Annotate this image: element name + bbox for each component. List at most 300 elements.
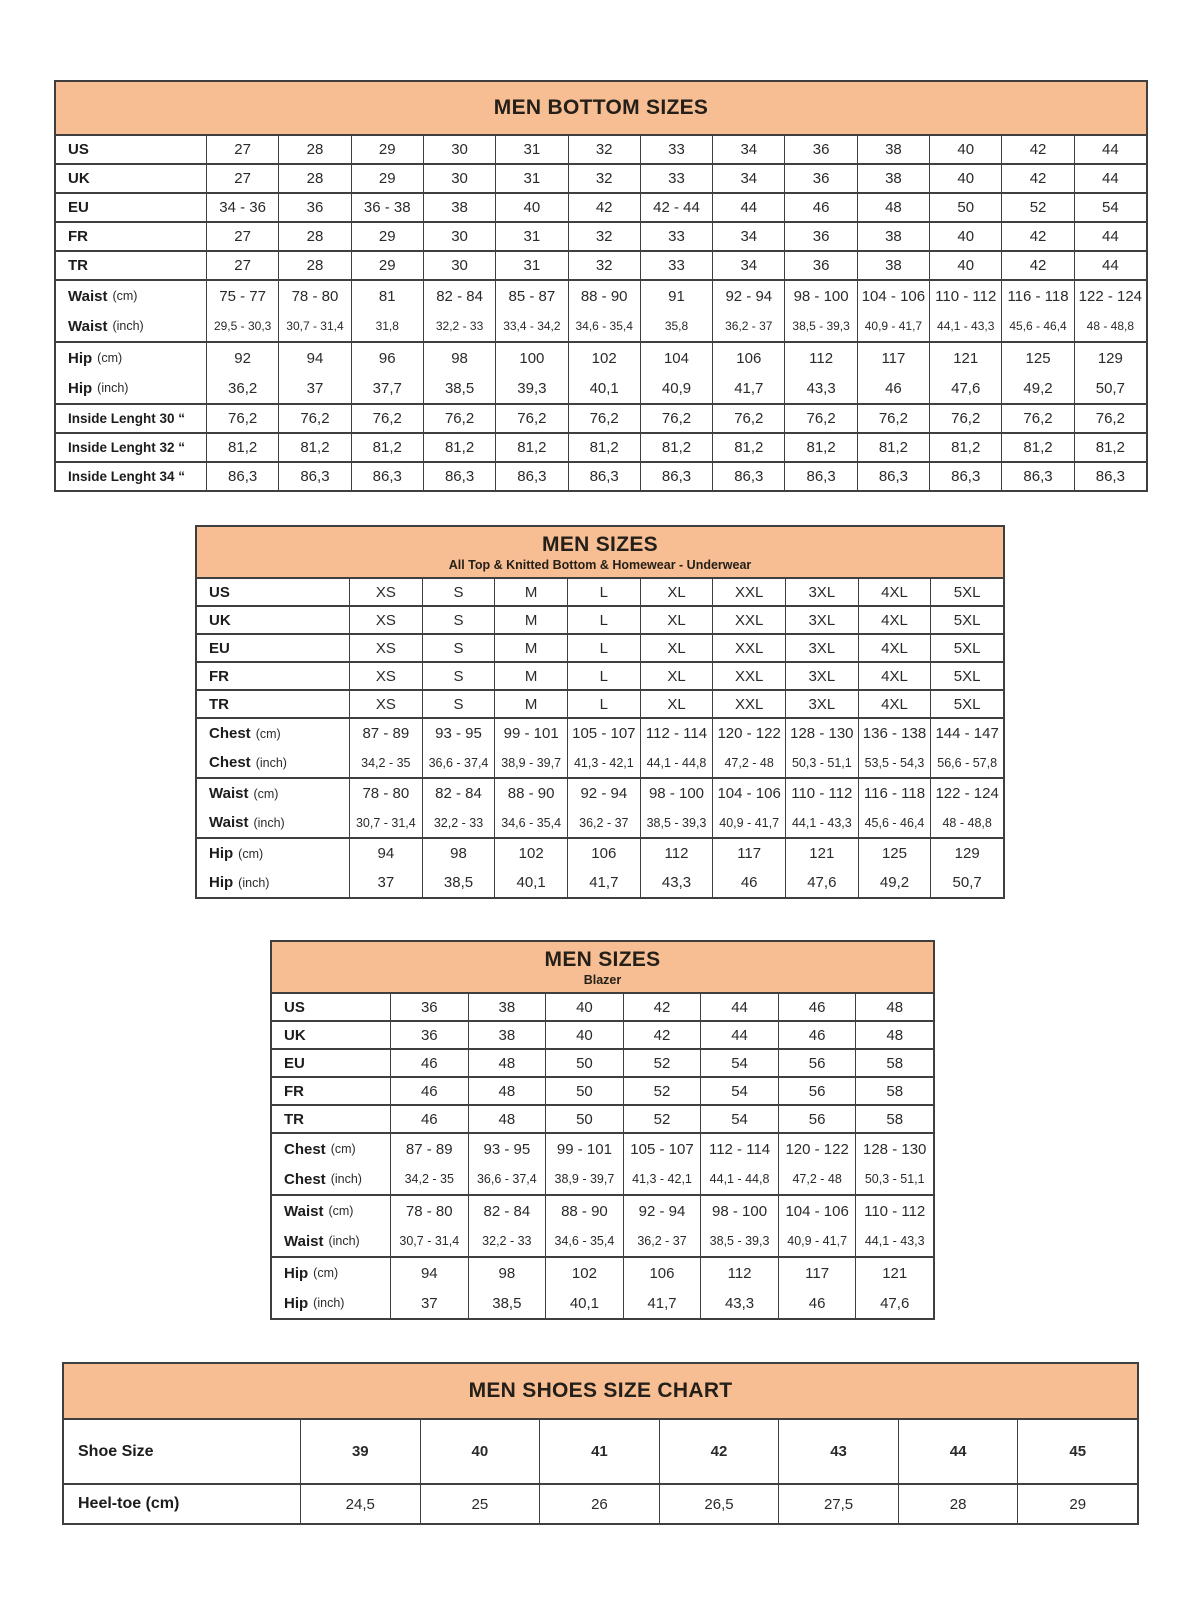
size-cell: S: [422, 663, 495, 689]
table-row: [56, 281, 1146, 311]
size-cell: 44: [1074, 165, 1146, 192]
size-cell: 45,6 - 46,4: [1001, 311, 1073, 341]
size-cell: 40: [545, 1022, 623, 1048]
row-label-text: Hip: [284, 1294, 309, 1312]
size-cell: 129: [930, 839, 1003, 868]
size-cell: 42: [1001, 252, 1073, 279]
size-cell: 92 - 94: [712, 281, 784, 311]
row-label-text: US: [284, 998, 305, 1016]
size-cell: 86,3: [423, 463, 495, 490]
size-cell: 46: [390, 1078, 468, 1104]
size-cell: 29: [1017, 1485, 1137, 1523]
size-cell: 33: [640, 165, 712, 192]
row-label-text: Chest: [209, 725, 251, 742]
size-cell: 104 - 106: [712, 779, 785, 808]
size-cell: 36: [784, 252, 856, 279]
row-label-text: Inside Lenght 32 “: [68, 440, 186, 455]
size-cell: 102: [568, 343, 640, 373]
size-cell: 5XL: [930, 635, 1003, 661]
men-sizes-top-underwear-table: [195, 525, 1005, 899]
table-row: [197, 663, 1003, 689]
size-cell: 27: [206, 136, 278, 163]
row-label: [56, 343, 206, 373]
table-row: [56, 373, 1146, 403]
table-row: [197, 607, 1003, 633]
size-cell: 46: [390, 1106, 468, 1132]
table-row: [197, 691, 1003, 717]
row-label-text: Waist: [68, 317, 108, 335]
table-row: [197, 748, 1003, 777]
row-label: [56, 434, 206, 461]
table-row-group: [64, 1420, 1137, 1485]
size-cell: 30,7 - 31,4: [349, 808, 422, 837]
size-cell: 98: [422, 839, 495, 868]
table-row: [272, 1164, 933, 1194]
size-cell: 45,6 - 46,4: [858, 808, 931, 837]
row-label-text: Waist: [284, 1232, 324, 1250]
size-cell: 26,5: [659, 1485, 779, 1523]
table-row-group: [272, 1050, 933, 1078]
size-cell: 86,3: [351, 463, 423, 490]
size-cell: 98 - 100: [700, 1196, 778, 1226]
size-cell: 94: [390, 1258, 468, 1288]
table-row-group: [56, 194, 1146, 223]
size-cell: S: [422, 691, 495, 717]
row-label-text: TR: [284, 1110, 304, 1128]
size-cell: 76,2: [784, 405, 856, 432]
table-row-group: [56, 165, 1146, 194]
size-cell: 44: [712, 194, 784, 221]
size-cell: M: [494, 635, 567, 661]
row-label-unit: (inch): [255, 755, 287, 770]
size-cell: 38,5 - 39,3: [640, 808, 713, 837]
row-label: [56, 463, 206, 490]
size-cell: 35,8: [640, 311, 712, 341]
row-label-text: Inside Lenght 34 “: [68, 469, 186, 484]
size-cell: 36,2: [206, 373, 278, 403]
size-cell: 44: [1074, 252, 1146, 279]
size-cell: M: [494, 607, 567, 633]
size-cell: 50: [545, 1050, 623, 1076]
size-cell: 94: [278, 343, 350, 373]
size-cell: 41,7: [623, 1288, 701, 1318]
table-row-group: [56, 434, 1146, 463]
size-cell: 122 - 124: [930, 779, 1003, 808]
size-cell: 47,2 - 48: [778, 1164, 856, 1194]
table-row-group: [272, 1078, 933, 1106]
size-cell: 56: [778, 1050, 856, 1076]
size-cell: 3XL: [785, 607, 858, 633]
size-cell: 76,2: [712, 405, 784, 432]
size-cell: 86,3: [1001, 463, 1073, 490]
size-cell: L: [567, 607, 640, 633]
size-cell: 50,3 - 51,1: [855, 1164, 933, 1194]
row-label-text: EU: [209, 639, 230, 657]
size-cell: M: [494, 691, 567, 717]
size-cell: 5XL: [930, 691, 1003, 717]
size-cell: 32: [568, 136, 640, 163]
size-cell: 32,2 - 33: [422, 808, 495, 837]
size-cell: 33: [640, 252, 712, 279]
table-row: [197, 868, 1003, 897]
row-label: [64, 1485, 300, 1523]
size-cell: 47,6: [929, 373, 1001, 403]
size-cell: 5XL: [930, 579, 1003, 605]
size-cell: 34,2 - 35: [349, 748, 422, 777]
size-cell: 78 - 80: [349, 779, 422, 808]
size-cell: XL: [640, 607, 713, 633]
row-label-text: Hip: [209, 845, 234, 862]
size-cell: 3XL: [785, 663, 858, 689]
size-cell: 44: [898, 1420, 1018, 1483]
size-cell: 125: [858, 839, 931, 868]
size-cell: 53,5 - 54,3: [858, 748, 931, 777]
size-cell: 128 - 130: [785, 719, 858, 748]
size-cell: 81,2: [1001, 434, 1073, 461]
row-label-text: Hip: [68, 349, 93, 367]
table-title: MEN SHOES SIZE CHART: [468, 1379, 733, 1402]
size-cell: 50: [545, 1078, 623, 1104]
row-label: [56, 252, 206, 279]
table-row-group: [56, 343, 1146, 405]
table-row: [56, 434, 1146, 461]
size-cell: 93 - 95: [422, 719, 495, 748]
size-cell: 41,7: [567, 868, 640, 897]
table-subtitle: All Top & Knitted Bottom & Homewear - Underwear: [448, 557, 752, 572]
size-cell: 128 - 130: [855, 1134, 933, 1164]
size-cell: 43: [778, 1420, 898, 1483]
size-cell: 75 - 77: [206, 281, 278, 311]
size-cell: 38,5: [422, 868, 495, 897]
size-cell: 38: [857, 223, 929, 250]
size-cell: S: [422, 579, 495, 605]
size-cell: 86,3: [784, 463, 856, 490]
table-row: [272, 1134, 933, 1164]
row-label-unit: (cm): [313, 1266, 339, 1280]
size-cell: 30: [423, 252, 495, 279]
size-cell: 39,3: [495, 373, 567, 403]
size-cell: 32: [568, 223, 640, 250]
size-cell: 76,2: [495, 405, 567, 432]
size-cell: 56: [778, 1078, 856, 1104]
row-label-text: Hip: [284, 1264, 309, 1282]
size-cell: 76,2: [857, 405, 929, 432]
size-cell: 91: [640, 281, 712, 311]
row-label-text: US: [68, 141, 89, 158]
table-row-group: [197, 839, 1003, 897]
row-label: [272, 1226, 390, 1256]
size-cell: 52: [623, 1078, 701, 1104]
size-cell: 30: [423, 165, 495, 192]
row-label-text: Inside Lenght 30 “: [68, 411, 186, 426]
size-cell: 40,9 - 41,7: [712, 808, 785, 837]
table-row: [56, 311, 1146, 341]
size-cell: 29: [351, 165, 423, 192]
size-cell: 44,1 - 43,3: [785, 808, 858, 837]
size-cell: 105 - 107: [623, 1134, 701, 1164]
size-cell: 99 - 101: [545, 1134, 623, 1164]
size-cell: 42: [1001, 136, 1073, 163]
row-label-text: Waist: [209, 785, 249, 802]
size-cell: 48: [468, 1078, 546, 1104]
row-label-unit: (cm): [238, 846, 264, 861]
row-label: [272, 1196, 390, 1226]
size-cell: 36: [390, 1022, 468, 1048]
size-cell: 36,6 - 37,4: [422, 748, 495, 777]
size-cell: 44: [700, 994, 778, 1020]
size-cell: 76,2: [568, 405, 640, 432]
size-cell: 36: [784, 165, 856, 192]
men-sizes-blazer-table: [270, 940, 935, 1320]
size-cell: 42: [659, 1420, 779, 1483]
table-title: MEN BOTTOM SIZES: [493, 96, 709, 119]
size-cell: 121: [929, 343, 1001, 373]
size-cell: 81,2: [423, 434, 495, 461]
size-cell: XS: [349, 607, 422, 633]
size-cell: 26: [539, 1485, 659, 1523]
size-cell: 30: [423, 223, 495, 250]
size-cell: 98: [423, 343, 495, 373]
size-cell: 38,5 - 39,3: [700, 1226, 778, 1256]
table-row: [56, 463, 1146, 490]
size-cell: 32: [568, 252, 640, 279]
row-label-unit: (inch): [238, 875, 270, 890]
size-cell: 28: [278, 252, 350, 279]
size-cell: 42: [568, 194, 640, 221]
size-cell: 100: [495, 343, 567, 373]
size-cell: 104: [640, 343, 712, 373]
size-cell: 32: [568, 165, 640, 192]
table-row-group: [56, 223, 1146, 252]
size-cell: 37: [278, 373, 350, 403]
size-cell: 56: [778, 1106, 856, 1132]
size-cell: 29,5 - 30,3: [206, 311, 278, 341]
size-cell: 98: [468, 1258, 546, 1288]
table-row: [56, 343, 1146, 373]
size-cell: 40: [495, 194, 567, 221]
size-cell: 40,9 - 41,7: [857, 311, 929, 341]
size-cell: 54: [700, 1106, 778, 1132]
size-cell: 45: [1017, 1420, 1137, 1483]
size-cell: 34,6 - 35,4: [545, 1226, 623, 1256]
size-cell: 86,3: [640, 463, 712, 490]
size-cell: XS: [349, 635, 422, 661]
row-label-unit: (cm): [255, 726, 281, 741]
size-cell: 4XL: [858, 691, 931, 717]
size-cell: 48: [855, 994, 933, 1020]
size-cell: 38: [468, 994, 546, 1020]
size-cell: 32,2 - 33: [423, 311, 495, 341]
row-label: [272, 1164, 390, 1194]
row-label-text: EU: [284, 1054, 305, 1072]
table-row-group: [197, 635, 1003, 663]
size-cell: 120 - 122: [778, 1134, 856, 1164]
size-cell: 48: [468, 1050, 546, 1076]
table-row-group: [197, 719, 1003, 779]
size-cell: 38: [468, 1022, 546, 1048]
size-cell: XXL: [712, 663, 785, 689]
size-cell: 104 - 106: [778, 1196, 856, 1226]
row-label-text: UK: [284, 1026, 306, 1044]
size-cell: 40,1: [545, 1288, 623, 1318]
size-cell: 36,2 - 37: [623, 1226, 701, 1256]
size-cell: S: [422, 607, 495, 633]
table-body: [272, 994, 933, 1318]
size-cell: 33: [640, 223, 712, 250]
row-label: [272, 1258, 390, 1288]
table-row: [197, 808, 1003, 837]
size-cell: 5XL: [930, 607, 1003, 633]
size-cell: 56,6 - 57,8: [930, 748, 1003, 777]
size-cell: 46: [778, 1288, 856, 1318]
size-cell: 58: [855, 1078, 933, 1104]
size-cell: 40: [929, 136, 1001, 163]
table-row-group: [197, 691, 1003, 719]
size-cell: 38: [857, 165, 929, 192]
size-cell: 81,2: [351, 434, 423, 461]
row-label: [56, 194, 206, 221]
size-cell: 29: [351, 252, 423, 279]
size-cell: 106: [623, 1258, 701, 1288]
size-cell: 38: [423, 194, 495, 221]
size-cell: XS: [349, 691, 422, 717]
size-cell: 30,7 - 31,4: [278, 311, 350, 341]
size-cell: 34,2 - 35: [390, 1164, 468, 1194]
size-cell: 121: [855, 1258, 933, 1288]
size-cell: 50,7: [1074, 373, 1146, 403]
row-label-unit: (cm): [253, 786, 279, 801]
row-label-text: Waist: [209, 814, 249, 831]
size-cell: 144 - 147: [930, 719, 1003, 748]
size-cell: XXL: [712, 607, 785, 633]
row-label-text: Shoe Size: [78, 1442, 154, 1460]
size-cell: 81: [351, 281, 423, 311]
size-cell: 86,3: [206, 463, 278, 490]
size-cell: 42: [1001, 223, 1073, 250]
size-cell: 29: [351, 136, 423, 163]
size-cell: 116 - 118: [858, 779, 931, 808]
size-cell: 92 - 94: [623, 1196, 701, 1226]
size-cell: 87 - 89: [390, 1134, 468, 1164]
size-cell: 25: [420, 1485, 540, 1523]
table-row-group: [197, 607, 1003, 635]
size-cell: 48 - 48,8: [1074, 311, 1146, 341]
size-cell: M: [494, 579, 567, 605]
row-label-unit: (inch): [253, 815, 285, 830]
size-cell: 81,2: [206, 434, 278, 461]
row-label-text: Chest: [284, 1170, 326, 1188]
size-cell: 46: [778, 994, 856, 1020]
size-cell: 92: [206, 343, 278, 373]
size-cell: 50: [545, 1106, 623, 1132]
size-cell: 40,1: [494, 868, 567, 897]
size-cell: 30: [423, 136, 495, 163]
row-label: [272, 1078, 390, 1104]
row-label-unit: (inch): [328, 1234, 360, 1248]
size-cell: 36,2 - 37: [712, 311, 784, 341]
size-cell: 88 - 90: [494, 779, 567, 808]
size-cell: 28: [278, 223, 350, 250]
size-cell: 36: [278, 194, 350, 221]
size-cell: XS: [349, 579, 422, 605]
size-cell: 3XL: [785, 579, 858, 605]
size-cell: 42: [1001, 165, 1073, 192]
row-label: [272, 1050, 390, 1076]
size-cell: 36: [390, 994, 468, 1020]
size-cell: 38,5: [423, 373, 495, 403]
table-row-group: [272, 1106, 933, 1134]
size-cell: 44: [1074, 136, 1146, 163]
row-label: [197, 868, 349, 897]
size-cell: 82 - 84: [422, 779, 495, 808]
size-cell: 27: [206, 223, 278, 250]
table-body: [56, 136, 1146, 490]
row-label: [56, 311, 206, 341]
size-cell: 48 - 48,8: [930, 808, 1003, 837]
size-cell: 86,3: [568, 463, 640, 490]
size-cell: 41,7: [712, 373, 784, 403]
table-row-group: [197, 663, 1003, 691]
size-cell: 99 - 101: [494, 719, 567, 748]
size-cell: 27: [206, 252, 278, 279]
row-label-text: FR: [284, 1082, 304, 1100]
size-cell: 48: [468, 1106, 546, 1132]
row-label: [197, 635, 349, 661]
size-cell: 49,2: [858, 868, 931, 897]
size-cell: XXL: [712, 635, 785, 661]
size-cell: 42: [623, 1022, 701, 1048]
row-label: [272, 1106, 390, 1132]
size-cell: 117: [712, 839, 785, 868]
row-label-text: Waist: [284, 1202, 324, 1220]
size-cell: 31: [495, 165, 567, 192]
size-cell: 30,7 - 31,4: [390, 1226, 468, 1256]
row-label: [272, 1134, 390, 1164]
size-cell: 33,4 - 34,2: [495, 311, 567, 341]
size-cell: 88 - 90: [568, 281, 640, 311]
row-label: [197, 691, 349, 717]
size-cell: 112: [700, 1258, 778, 1288]
row-label: [56, 281, 206, 311]
size-cell: 34: [712, 136, 784, 163]
size-cell: XL: [640, 635, 713, 661]
size-cell: 34: [712, 165, 784, 192]
size-cell: 36 - 38: [351, 194, 423, 221]
size-cell: XS: [349, 663, 422, 689]
size-cell: 40,9 - 41,7: [778, 1226, 856, 1256]
size-cell: 44,1 - 44,8: [640, 748, 713, 777]
table-row: [56, 405, 1146, 432]
size-cell: 38,9 - 39,7: [494, 748, 567, 777]
size-cell: L: [567, 663, 640, 689]
row-label: [56, 405, 206, 432]
size-cell: 86,3: [1074, 463, 1146, 490]
size-cell: 31,8: [351, 311, 423, 341]
table-row: [197, 635, 1003, 661]
size-cell: 48: [857, 194, 929, 221]
size-cell: 93 - 95: [468, 1134, 546, 1164]
size-cell: 87 - 89: [349, 719, 422, 748]
row-label-unit: (inch): [112, 319, 144, 333]
size-cell: S: [422, 635, 495, 661]
size-cell: 43,3: [700, 1288, 778, 1318]
size-cell: 76,2: [423, 405, 495, 432]
size-cell: 58: [855, 1050, 933, 1076]
table-body: [197, 579, 1003, 897]
size-cell: L: [567, 579, 640, 605]
size-cell: 4XL: [858, 663, 931, 689]
size-cell: 37,7: [351, 373, 423, 403]
